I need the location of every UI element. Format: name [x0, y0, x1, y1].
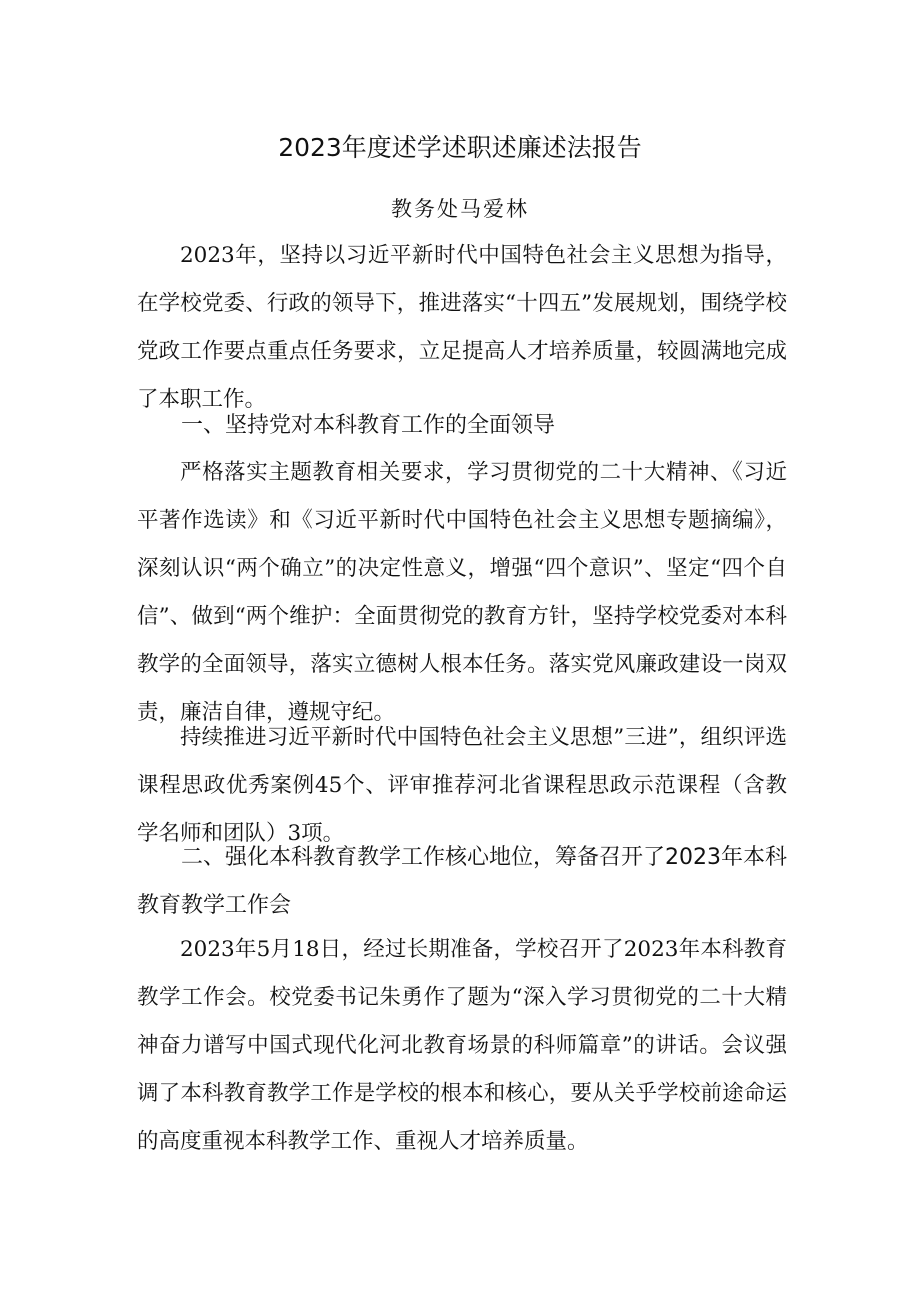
section-heading-2: 二、强化本科教育教学工作核心地位，筹备召开了2023年本科教育教学工作会 [137, 845, 787, 918]
paragraph-ideology-promotion: 持续推进习近平新时代中国特色社会主义思想”三进”，组织评选课程思政优秀案例45个、评审推荐河北省课程思政示范课程（含教学名师和团队）3项。 [137, 725, 787, 846]
section-heading-1: 一、坚持党对本科教育工作的全面领导 [181, 413, 556, 438]
paragraph-intro: 2023年，坚持以习近平新时代中国特色社会主义思想为指导，在学校党委、行政的领导下，推进落实“十四五”发展规划，围绕学校党政工作要点重点任务要求，立足提高人才培养质量，较圆满地完成了本职工作。 [137, 243, 787, 412]
document-author: 教务处马爱林 [391, 197, 529, 221]
paragraph-party-leadership: 严格落实主题教育相关要求，学习贯彻党的二十大精神、《习近平著作选读》和《习近平新时代中国特色社会主义思想专题摘编》，深刻认识“两个确立”的决定性意义，增强“四个意识”、坚定“四个自信”、做到“两个维护：全面贯彻党的教育方针，坚持学校党委对本科教学的全面领导，落实立德树人根本任务。落实党风廉政建设一岗双责，廉洁自律，遵规守纪。 [137, 460, 787, 725]
document-title: 2023年度述学述职述廉述法报告 [278, 133, 642, 162]
paragraph-teaching-conference: 2023年5月18日，经过长期准备，学校召开了2023年本科教育教学工作会。校党委书记朱勇作了题为“深入学习贯彻党的二十大精神奋力谱写中国式现代化河北教育场景的科师篇章”的讲话。会议强调了本科教育教学工作是学校的根本和核心，要从关乎学校前途命运的高度重视本科教学工作、重视人才培养质量。 [137, 937, 787, 1154]
